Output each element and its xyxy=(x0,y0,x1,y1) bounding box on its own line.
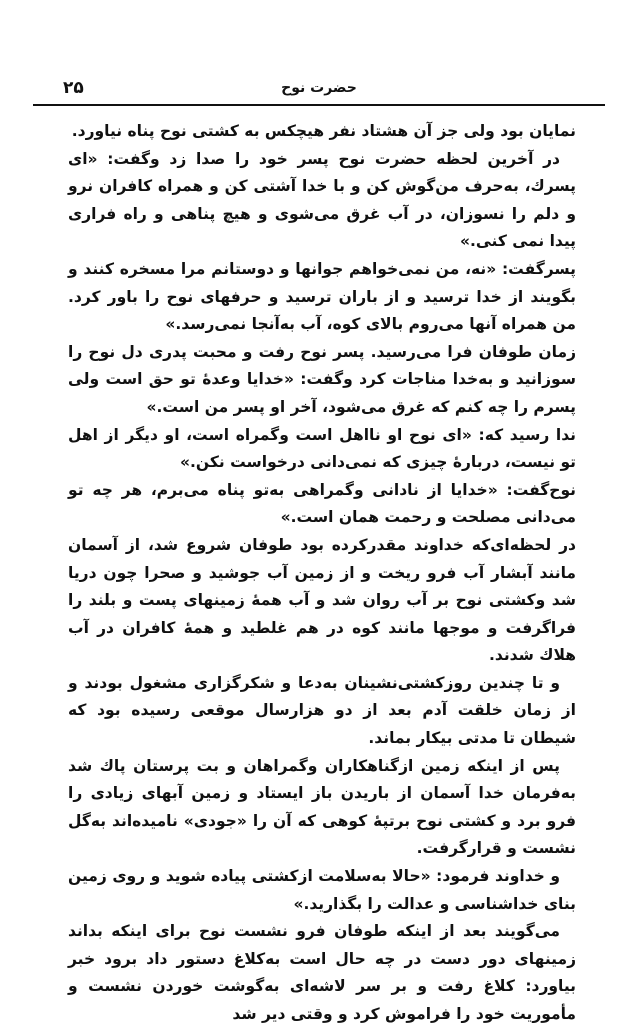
paragraph: پس از اینکه زمین ازگناهکاران وگمراهان و بت پرستان پاك شد به‌فرمان خدا آسمان از باریدن باز ایستاد و زمین آبهای زیادی را فرو برد و کشتی نوح برتپهٔ کوهی که آن را «جودی» نامیده‌اند به‌گل نشست و قرارگرفت. xyxy=(68,756,576,858)
paragraph: و خداوند فرمود: «حالا به‌سلامت ازکشتی پیاده شوید و روی زمین بنای خداشناسی و عدالت را بگذارید.» xyxy=(68,867,576,913)
paragraph: نوح‌گفت: «خدایا از نادانی وگمراهی به‌تو پناه می‌برم، هر چه تو می‌دانی مصلحت و رحمت همان است.» xyxy=(68,480,576,527)
page-header xyxy=(33,76,605,106)
paragraph: در لحظه‌ای‌که خداوند مقدرکرده بود طوفان شروع شد، از آسمان مانند آبشار آب فرو ریخت و از زمین آب جوشید و صحرا چون دریا شد وکشتی نوح بر آب روان شد و آب همهٔ زمینهای پست و بلند را فراگرفت و موجها مانند کوه در هم غلطید و همهٔ کافران در آب هلاك شدند. xyxy=(68,535,576,665)
running-title: حضرت نوح xyxy=(281,80,357,96)
header-rule xyxy=(33,104,605,106)
paragraph: و تا چندین روزکشتی‌نشینان به‌دعا و شکرگزاری مشغول بودند و از زمان خلقت آدم بعد از دو هزارسال موقعی رسیده بود که شیطان تا مدتی بیکار بماند. xyxy=(68,673,576,748)
paragraph: پسرگفت: «نه، من نمی‌خواهم جوانها و دوستانم مرا مسخره کنند و بگویند از خدا ترسید و از باران ترسید و حرفهای نوح را باور کرد. من همراه آنها می‌روم بالای کوه، آب به‌آنجا نمی‌رسد.» xyxy=(68,259,576,334)
paragraph: در آخرین لحظه حضرت نوح پسر خود را صدا زد وگفت: «ای پسرك، به‌حرف من‌گوش کن و با خدا آشتی کن و همراه‌ کافران نرو و دلم را نسوزان، در آب غرق می‌شوی و هیچ پناهی و راه فراری پیدا نمی کنی.» xyxy=(68,149,576,251)
paragraph: می‌گویند بعد از اینکه طوفان فرو نشست نوح برای اینکه بداند زمینهای دور دست در چه حال است به‌کلاغ دستور داد برود خبر بیاورد: کلاغ رفت و بر سر لاشه‌ای به‌گوشت خوردن نشست و مأموریت خود را فراموش کرد و وقتی دیر شد xyxy=(68,922,576,1023)
paragraph: نمایان بود ولی جز آن هشتاد نفر هیچکس به کشتی نوح پناه نیاورد. xyxy=(71,122,576,140)
body-text xyxy=(68,118,576,1029)
paragraph: ندا رسید که: «ای نوح او نااهل است وگمراه است، او دیگر از اهل تو نیست، دربارهٔ چیزی که نمی‌دانی درخواست نکن.» xyxy=(68,425,576,472)
page-number: ۲۵ xyxy=(63,78,84,98)
paragraph: زمان طوفان فرا می‌رسید. پسر نوح رفت و محبت پدری دل نوح را سوزانید و به‌خدا مناجات کرد وگفت: «خدایا وعدهٔ تو حق است ولی پسرم را چه کنم که غرق می‌شود، آخر او پسر من است.» xyxy=(68,342,576,416)
